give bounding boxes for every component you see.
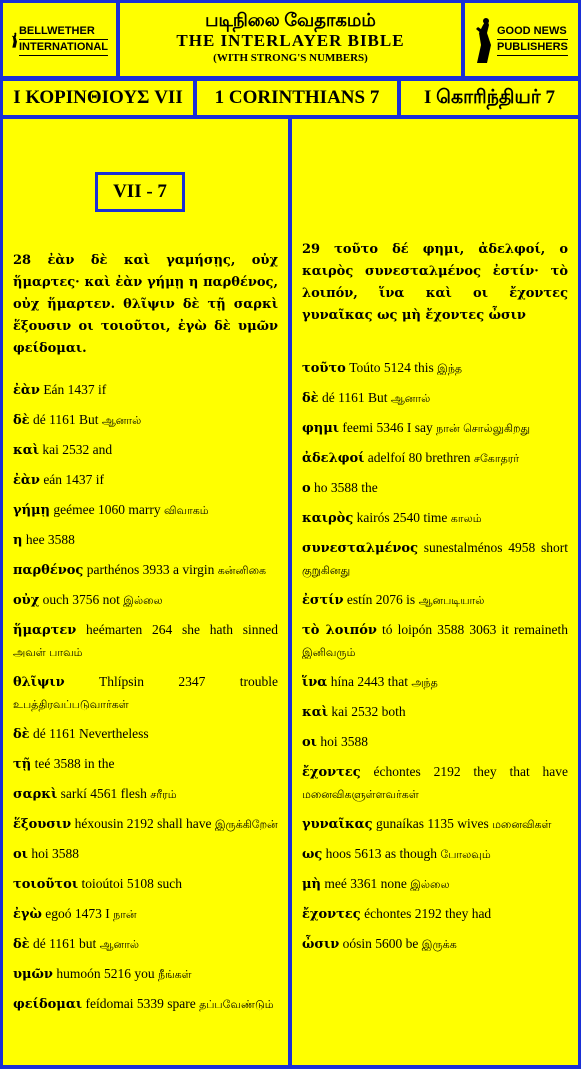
word-entry xyxy=(302,537,568,581)
greek-word: ἵνα xyxy=(302,675,328,690)
tamil-gloss: மனைவிகளுள்ளவர்கள் xyxy=(302,788,419,801)
greek-word: συνεσταλμένος xyxy=(302,541,419,556)
word-entry xyxy=(302,589,568,611)
transliteration-gloss: dé 1161 But xyxy=(321,390,388,405)
transliteration-gloss: gunaíkas 1135 wives xyxy=(375,816,489,831)
greek-word: γυναῖκας xyxy=(302,817,373,832)
transliteration-gloss: échontes 2192 they that have xyxy=(373,764,569,779)
transliteration-gloss: échontes 2192 they had xyxy=(364,906,492,921)
tamil-gloss: ஆனால் xyxy=(99,938,140,951)
right-word-list xyxy=(302,357,568,963)
greek-word: οι xyxy=(13,847,28,862)
verse-28-text: 28 ἐὰν δὲ καὶ γαμήσῃς, οὐχ ἥμαρτες· καὶ ἐὰν γήμῃ η παρθένος, οὐχ ἥμαρτεν. θλῖψιν δὲ τῇ σαρκὶ ἕξουσιν οι τοιοῦτοι, ἐγὼ δὲ υμῶν φείδομαι. xyxy=(13,253,278,356)
transliteration-gloss: ouch 3756 not xyxy=(42,592,120,607)
greek-word: η xyxy=(13,533,23,548)
greek-word: δὲ xyxy=(13,937,30,952)
greek-word: ὦσιν xyxy=(302,937,340,952)
tamil-gloss: அவள் பாவம் xyxy=(13,646,83,659)
word-entry xyxy=(13,903,278,925)
word-entry xyxy=(13,783,278,805)
word-entry xyxy=(302,843,568,865)
left-word-list xyxy=(13,379,278,1023)
transliteration-gloss: kai 2532 both xyxy=(331,704,406,719)
tamil-gloss: இந்த xyxy=(437,362,463,375)
word-entry xyxy=(302,903,568,925)
word-entry xyxy=(302,731,568,753)
transliteration-gloss: Toúto 5124 this xyxy=(349,360,434,375)
transliteration-gloss: meé 3361 none xyxy=(324,876,407,891)
title-tamil: படிநிலை வேதாகமம் xyxy=(205,10,376,30)
tamil-gloss: இல்லை xyxy=(410,878,450,891)
word-entry xyxy=(302,619,568,663)
transliteration-gloss: geémee 1060 marry xyxy=(53,502,161,517)
greek-word: υμῶν xyxy=(13,967,53,982)
transliteration-gloss: kai 2532 and xyxy=(42,442,113,457)
word-entry xyxy=(302,357,568,379)
bellwether-logo xyxy=(3,3,116,76)
tamil-gloss: கன்னிகை xyxy=(217,564,267,577)
tamil-gloss: ஆனால் xyxy=(390,392,431,405)
transliteration-gloss: sarkí 4561 flesh xyxy=(60,786,147,801)
transliteration-gloss: heémarten 264 she hath sinned xyxy=(86,622,278,637)
right-column xyxy=(292,119,578,1065)
tamil-gloss: இருக்கிறேன் xyxy=(214,818,278,831)
transliteration-gloss: estín 2076 is xyxy=(346,592,416,607)
page-title: THE INTERLAYER BIBLE xyxy=(176,31,405,50)
tamil-gloss: சரீரம் xyxy=(150,788,177,801)
transliteration-gloss: toioútoi 5108 such xyxy=(81,876,182,891)
transliteration-gloss: Eán 1437 if xyxy=(43,382,107,397)
transliteration-gloss: hee 3588 xyxy=(25,532,75,547)
transliteration-gloss: dé 1161 but xyxy=(32,936,97,951)
greek-word: ἐστίν xyxy=(302,593,344,608)
transliteration-gloss: sunestalménos 4958 short xyxy=(423,540,568,555)
tamil-gloss: மனைவிகள் xyxy=(492,818,552,831)
logo-right-line-1: GOOD NEWS xyxy=(497,24,568,40)
greek-word: ἔχοντες xyxy=(302,907,361,922)
word-entry xyxy=(13,529,278,551)
logo-left-line-2: INTERNATIONAL xyxy=(19,40,108,56)
tamil-gloss: அந்த xyxy=(411,676,438,689)
word-entry xyxy=(302,477,568,499)
transliteration-gloss: hína 2443 that xyxy=(330,674,408,689)
word-entry xyxy=(302,417,568,439)
greek-word: ἐὰν xyxy=(13,473,40,488)
word-entry xyxy=(13,723,278,745)
transliteration-gloss: hoi 3588 xyxy=(320,734,368,749)
greek-word: καὶ xyxy=(13,443,40,458)
word-entry xyxy=(13,589,278,611)
greek-word: μὴ xyxy=(302,877,321,892)
greek-word: ο xyxy=(302,481,311,496)
transliteration-gloss: kairós 2540 time xyxy=(356,510,448,525)
greek-word: γήμῃ xyxy=(13,503,51,518)
greek-word: ως xyxy=(302,847,323,862)
word-entry xyxy=(302,671,568,693)
word-entry xyxy=(13,813,278,835)
bellwether-figure-icon xyxy=(11,15,19,65)
tamil-gloss: நீங்கள் xyxy=(157,968,192,981)
chapter-badge: VII - 7 xyxy=(95,172,185,212)
good-news-logo xyxy=(465,3,578,76)
greek-word: ἐὰν xyxy=(13,383,40,398)
tamil-gloss: சகோதரர் xyxy=(473,452,520,465)
greek-word: δὲ xyxy=(13,413,30,428)
transliteration-gloss: dé 1161 Nevertheless xyxy=(32,726,149,741)
page-subtitle: (WITH STRONG'S NUMBERS) xyxy=(213,52,368,64)
tamil-gloss: தப்பவேண்டும் xyxy=(199,998,274,1011)
word-entry xyxy=(13,993,278,1015)
transliteration-gloss: tó loipón 3588 3063 it remaineth xyxy=(382,622,568,637)
tamil-gloss: நான் xyxy=(113,908,137,921)
tamil-gloss: நான் சொல்லுகிறது xyxy=(436,422,531,435)
tamil-gloss: உபத்திரவப்படுவார்கள் xyxy=(13,698,129,711)
transliteration-gloss: ho 3588 the xyxy=(314,480,378,495)
word-entry xyxy=(13,671,278,715)
book-name-tamil: I கொரிந்தியர் 7 xyxy=(401,81,578,115)
word-entry xyxy=(13,499,278,521)
word-entry xyxy=(13,379,278,401)
greek-word: ἕξουσιν xyxy=(13,817,72,832)
transliteration-gloss: adelfoí 80 brethren xyxy=(367,450,471,465)
transliteration-gloss: Thlípsin 2347 trouble xyxy=(99,674,278,689)
tamil-gloss: போலவும் xyxy=(440,848,491,861)
left-column xyxy=(3,119,288,1065)
word-entry xyxy=(302,813,568,835)
greek-word: καιρὸς xyxy=(302,511,354,526)
word-entry xyxy=(13,963,278,985)
word-entry xyxy=(13,933,278,955)
word-entry xyxy=(13,559,278,581)
greek-word: οι xyxy=(302,735,317,750)
tamil-gloss: விவாகம் xyxy=(163,504,209,517)
transliteration-gloss: feemi 5346 I say xyxy=(342,420,433,435)
greek-word: τοιοῦτοι xyxy=(13,877,79,892)
logo-left-line-1: BELLWETHER xyxy=(19,24,108,40)
greek-word: ἐγὼ xyxy=(13,907,42,922)
greek-word: φημι xyxy=(302,421,340,436)
word-entry xyxy=(13,439,278,461)
greek-word: ἔχοντες xyxy=(302,765,361,780)
word-entry xyxy=(302,761,568,805)
greek-word: τῇ xyxy=(13,757,32,772)
tamil-gloss: காலம் xyxy=(450,512,482,525)
tamil-gloss: குறுகினது xyxy=(302,564,351,577)
word-entry xyxy=(302,873,568,895)
book-name-greek: Ι ΚΟΡΙΝΘΙΟΥΣ VII xyxy=(3,81,193,115)
transliteration-gloss: oósin 5600 be xyxy=(342,936,419,951)
word-entry xyxy=(302,701,568,723)
word-entry xyxy=(13,753,278,775)
word-entry xyxy=(13,469,278,491)
transliteration-gloss: egoó 1473 I xyxy=(45,906,110,921)
greek-word: σαρκὶ xyxy=(13,787,58,802)
greek-word: δὲ xyxy=(302,391,319,406)
verse-29-text: 29 τοῦτο δέ φημι, ἀδελφοί, ο καιρὸς συνεσταλμένος ἐστίν· τὸ λοιπόν, ἵνα καὶ οι ἔχοντες γυναῖκας ως μὴ ἔχοντες ὦσιν xyxy=(302,242,568,323)
greek-word: τοῦτο xyxy=(302,361,346,376)
greek-word: δὲ xyxy=(13,727,30,742)
tamil-gloss: ஆனால் xyxy=(101,414,142,427)
greek-word: ἥμαρτεν xyxy=(13,623,77,638)
tamil-gloss: ஆனபடியால் xyxy=(418,594,485,607)
word-entry xyxy=(13,843,278,865)
greek-word: παρθένος xyxy=(13,563,84,578)
greek-word: ἀδελφοί xyxy=(302,451,365,466)
transliteration-gloss: eán 1437 if xyxy=(43,472,105,487)
greek-word: οὐχ xyxy=(13,593,40,608)
word-entry xyxy=(13,873,278,895)
greek-word: θλῖψιν xyxy=(13,675,65,690)
tamil-gloss: இல்லை xyxy=(123,594,163,607)
greek-word: καὶ xyxy=(302,705,329,720)
transliteration-gloss: dé 1161 But xyxy=(32,412,99,427)
good-news-figure-icon xyxy=(473,15,497,65)
title-block xyxy=(120,3,461,76)
transliteration-gloss: hoi 3588 xyxy=(31,846,79,861)
greek-word: φείδομαι xyxy=(13,997,83,1012)
transliteration-gloss: humoón 5216 you xyxy=(56,966,155,981)
word-entry xyxy=(302,447,568,469)
word-entry xyxy=(302,507,568,529)
greek-word: τὸ λοιπόν xyxy=(302,623,377,638)
transliteration-gloss: teé 3588 in the xyxy=(34,756,115,771)
transliteration-gloss: hoos 5613 as though xyxy=(325,846,438,861)
logo-right-line-2: PUBLISHERS xyxy=(497,40,568,56)
word-entry xyxy=(13,619,278,663)
tamil-gloss: இருக்க xyxy=(421,938,457,951)
book-name-english: 1 CORINTHIANS 7 xyxy=(197,81,397,115)
transliteration-gloss: héxousin 2192 shall have xyxy=(74,816,212,831)
transliteration-gloss: feídomai 5339 spare xyxy=(85,996,196,1011)
transliteration-gloss: parthénos 3933 a virgin xyxy=(86,562,215,577)
word-entry xyxy=(302,387,568,409)
tamil-gloss: இனிவரும் xyxy=(302,646,356,659)
word-entry xyxy=(302,933,568,955)
word-entry xyxy=(13,409,278,431)
